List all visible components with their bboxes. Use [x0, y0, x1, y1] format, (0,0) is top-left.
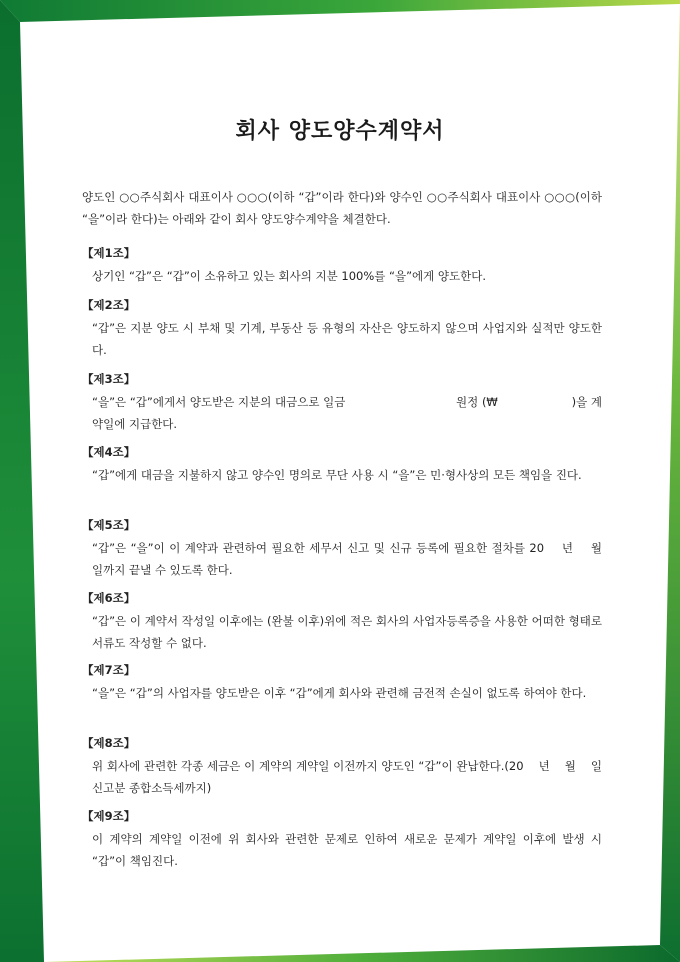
article-6 — [82, 589, 606, 654]
article-body: “갑”에게 대금을 지불하지 않고 양수인 명의로 무단 사용 시 “을”은 민·형사상의 모든 책임을 진다. — [92, 468, 582, 482]
article-body: 상기인 “갑”은 “갑”이 소유하고 있는 회사의 지분 100%를 “을”에게 양도한다. — [92, 269, 487, 283]
article-body: “을”은 “갑”에게서 양도받은 지분의 대금으로 일금 원정 (₩ )을 계약일에 지급한다. — [92, 395, 602, 431]
article-body: 위 회사에 관련한 각종 세금은 이 계약의 계약일 이전까지 양도인 “갑”이 완납한다.(20 년 월 일 신고분 종합소득세까지) — [92, 759, 606, 795]
article-heading: 【제6조】 — [82, 591, 136, 605]
article-heading: 【제3조】 — [82, 372, 136, 386]
article-body: 이 계약의 계약일 이전에 위 회사와 관련한 문제로 인하여 새로운 문제가 계약일 이후에 발생 시 “갑”이 책임진다. — [92, 832, 606, 868]
article-body: “갑”은 “을”이 이 계약과 관련하여 필요한 세무서 신고 및 신규 등록에 필요한 절차를 20 년 월 일까지 끝낼 수 있도록 한다. — [92, 541, 617, 577]
article-2 — [82, 296, 602, 361]
article-heading: 【제8조】 — [82, 736, 136, 750]
article-heading: 【제7조】 — [82, 663, 136, 677]
article-9 — [82, 807, 606, 872]
article-body: “을”은 “갑”의 사업자를 양도받은 이후 “갑”에게 회사와 관련해 금전적 손실이 없도록 하여야 한다. — [92, 686, 587, 700]
article-heading: 【제2조】 — [82, 298, 136, 312]
article-body: “갑”은 지분 양도 시 부채 및 기계, 부동산 등 유형의 자산은 양도하지 않으며 사업지와 실적만 양도한다. — [92, 321, 602, 357]
intro-paragraph: 양도인 ○○주식회사 대표이사 ○○○(이하 “갑”이라 한다)와 양수인 ○○주식회사 대표이사 ○○○(이하 “을”이라 한다)는 아래와 같이 회사 양도양수계약을 체결한다. — [82, 190, 602, 226]
article-8 — [82, 734, 606, 799]
document-title: 회사 양도양수계약서 — [235, 119, 445, 144]
article-heading: 【제9조】 — [82, 809, 136, 823]
article-5 — [82, 516, 617, 581]
article-7 — [82, 661, 602, 704]
article-1 — [82, 244, 602, 287]
article-heading: 【제1조】 — [82, 246, 136, 260]
article-4 — [82, 443, 602, 486]
article-heading: 【제4조】 — [82, 445, 136, 459]
article-3 — [82, 370, 602, 435]
article-body: “갑”은 이 계약서 작성일 이후에는 (완불 이후)위에 적은 회사의 사업자등록증을 사용한 어떠한 형태로 서류도 작성할 수 없다. — [92, 614, 606, 650]
article-heading: 【제5조】 — [82, 518, 136, 532]
